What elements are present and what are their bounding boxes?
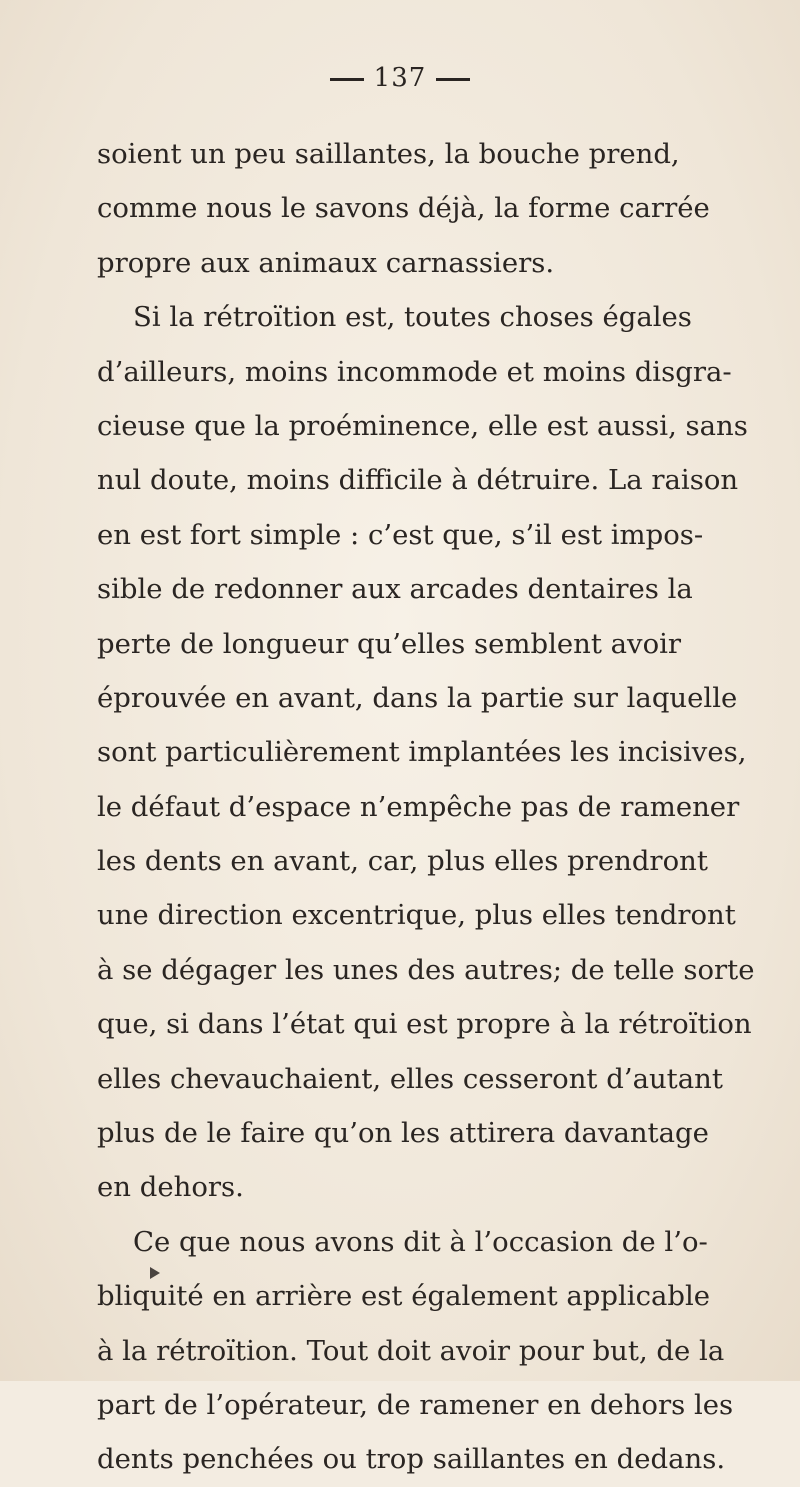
- text-line: le défaut d’espace n’empêche pas de ramener: [97, 790, 740, 823]
- text-line: à se dégager les unes des autres; de telle sorte: [97, 953, 755, 986]
- text-line: cieuse que la proéminence, elle est aussi, sans: [97, 409, 748, 442]
- text-line: perte de longueur qu’elles semblent avoir: [97, 627, 682, 660]
- text-line: que, si dans l’état qui est propre à la rétroïtion: [97, 1008, 752, 1041]
- text-line: sont particulièrement implantées les incisives,: [97, 736, 747, 769]
- header-dash-left: [330, 78, 364, 81]
- text-line: elles chevauchaient, elles cesseront d’autant: [97, 1062, 723, 1095]
- text-line: Si la rétroïtion est, toutes choses égales: [133, 301, 692, 334]
- page-number: 137: [373, 63, 427, 93]
- header-dash-right: [436, 78, 470, 81]
- text-line: éprouvée en avant, dans la partie sur laquelle: [97, 681, 738, 714]
- text-line: d’ailleurs, moins incommode et moins disgra-: [97, 355, 732, 388]
- text-line: Ce que nous avons dit à l’occasion de l’o-: [133, 1225, 708, 1258]
- text-line: les dents en avant, car, plus elles prendront: [97, 845, 708, 878]
- text-line: dents penchées ou trop saillantes en dedans.: [97, 1443, 726, 1476]
- text-line: comme nous le savons déjà, la forme carrée: [97, 192, 710, 225]
- text-line: sible de redonner aux arcades dentaires la: [97, 573, 693, 606]
- text-line: nul doute, moins difficile à détruire. La raison: [97, 464, 739, 497]
- text-line: une direction excentrique, plus elles tendront: [97, 899, 736, 932]
- text-line: à la rétroïtion. Tout doit avoir pour but, de la: [97, 1334, 725, 1367]
- page-header: [0, 58, 800, 98]
- text-line: part de l’opérateur, de ramener en dehors les: [97, 1388, 734, 1421]
- printer-mark-icon: [150, 1267, 160, 1279]
- text-line: plus de le faire qu’on les attirera davantage: [97, 1117, 709, 1150]
- text-line: propre aux animaux carnassiers.: [97, 246, 555, 279]
- text-line: soient un peu saillantes, la bouche prend,: [97, 138, 680, 170]
- text-line: en est fort simple : c’est que, s’il est impos-: [97, 518, 704, 551]
- text-line: bliquité en arrière est également applicable: [97, 1280, 711, 1313]
- body-text: [97, 127, 755, 1487]
- text-line: en dehors.: [97, 1171, 244, 1204]
